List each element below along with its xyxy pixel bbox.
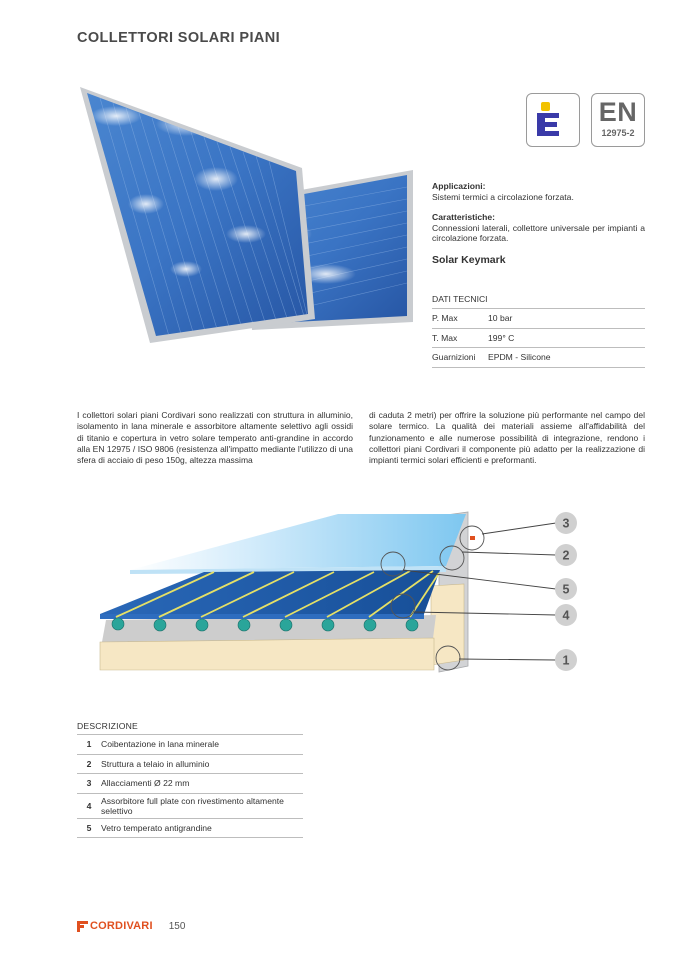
cordivari-logo-icon bbox=[77, 921, 88, 932]
row-text: Coibentazione in lana minerale bbox=[101, 739, 220, 750]
callout-label: 4 bbox=[562, 608, 570, 623]
en-code: 12975-2 bbox=[601, 128, 635, 138]
applications-text: Sistemi termici a circolazione forzata. bbox=[432, 191, 574, 202]
page-title: COLLETTORI SOLARI PIANI bbox=[77, 30, 281, 46]
description-row bbox=[77, 794, 303, 819]
specs-row bbox=[432, 329, 645, 349]
solar-keymark-badge bbox=[526, 93, 580, 147]
features-label: Caratteristiche: bbox=[432, 212, 496, 222]
solar-keymark-icon bbox=[527, 94, 579, 146]
spec-value: EPDM - Silicone bbox=[488, 352, 551, 362]
row-text: Vetro temperato antigrandine bbox=[101, 822, 212, 833]
description-row bbox=[77, 819, 303, 839]
applications-label: Applicazioni: bbox=[432, 181, 486, 191]
spec-value: 199° C bbox=[488, 332, 515, 343]
callout-label: 2 bbox=[562, 548, 570, 563]
row-text: Struttura a telaio in alluminio bbox=[101, 758, 210, 769]
description-row bbox=[77, 735, 303, 755]
specs-row bbox=[432, 348, 645, 368]
keymark-label: Solar Keymark bbox=[432, 253, 506, 266]
spec-key: Guarnizioni bbox=[432, 352, 476, 362]
description-heading: DESCRIZIONE bbox=[77, 719, 303, 735]
product-info bbox=[432, 181, 645, 265]
row-number: 3 bbox=[86, 778, 92, 789]
en-standard-badge bbox=[591, 93, 645, 147]
page-footer bbox=[77, 918, 185, 934]
row-number: 1 bbox=[86, 739, 92, 750]
specs-heading: DATI TECNICI bbox=[432, 292, 645, 309]
spec-value: 10 bar bbox=[488, 313, 513, 323]
spec-key: P. Max bbox=[432, 313, 458, 323]
callout-2 bbox=[555, 544, 577, 566]
brand-logo bbox=[77, 920, 153, 932]
callout-4 bbox=[555, 604, 577, 626]
specs-row bbox=[432, 309, 645, 329]
spec-key: T. Max bbox=[432, 332, 458, 343]
solar-panels-image bbox=[76, 84, 421, 346]
callout-label: 3 bbox=[562, 516, 570, 531]
body-text-column-1: I collettori solari piani Cordivari sono realizzati con struttura in alluminio, isolamento in lana minerale e assorbitore altamente selettivo agli ossidi di titanio e copertura in vetro solare temperato anti-grandine in accordo alla EN 12975 / ISO 9806 (resistenza all'impatto mediante l'utilizzo di una sfera di acciaio di peso 150g, altezza massima bbox=[77, 410, 353, 466]
description-table bbox=[77, 719, 303, 838]
specs-table bbox=[432, 292, 645, 368]
row-number: 2 bbox=[86, 758, 92, 769]
callout-3 bbox=[555, 512, 577, 534]
callout-label: 1 bbox=[562, 653, 570, 668]
callout-1 bbox=[555, 649, 577, 671]
collector-cross-section-diagram bbox=[96, 508, 596, 680]
body-text-column-2: di caduta 2 metri) per offrire la soluzione più performante nel campo del solare termico. La qualità dei materiali assieme all'affidabilità del funzionamento e alle numerose possibilità di integrazione, rendono i collettori piani Cordivari il componente più adatto per la realizzazione di impianti termici solari efficienti e preformanti. bbox=[369, 410, 645, 466]
features-text: Connessioni laterali, collettore universale per impianti a circolazione forzata. bbox=[432, 222, 645, 243]
row-text: Assorbitore full plate con rivestimento altamente selettivo bbox=[101, 795, 284, 816]
en-label: EN bbox=[598, 97, 638, 127]
brand-name: CORDIVARI bbox=[90, 920, 153, 932]
row-number: 5 bbox=[86, 822, 92, 833]
page-number: 150 bbox=[168, 920, 186, 932]
callout-label: 5 bbox=[562, 582, 570, 597]
callout-5 bbox=[555, 578, 577, 600]
description-row bbox=[77, 774, 303, 794]
row-number: 4 bbox=[86, 800, 92, 811]
row-text: Allacciamenti Ø 22 mm bbox=[101, 778, 190, 789]
certification-badges bbox=[526, 93, 646, 149]
description-row bbox=[77, 755, 303, 775]
